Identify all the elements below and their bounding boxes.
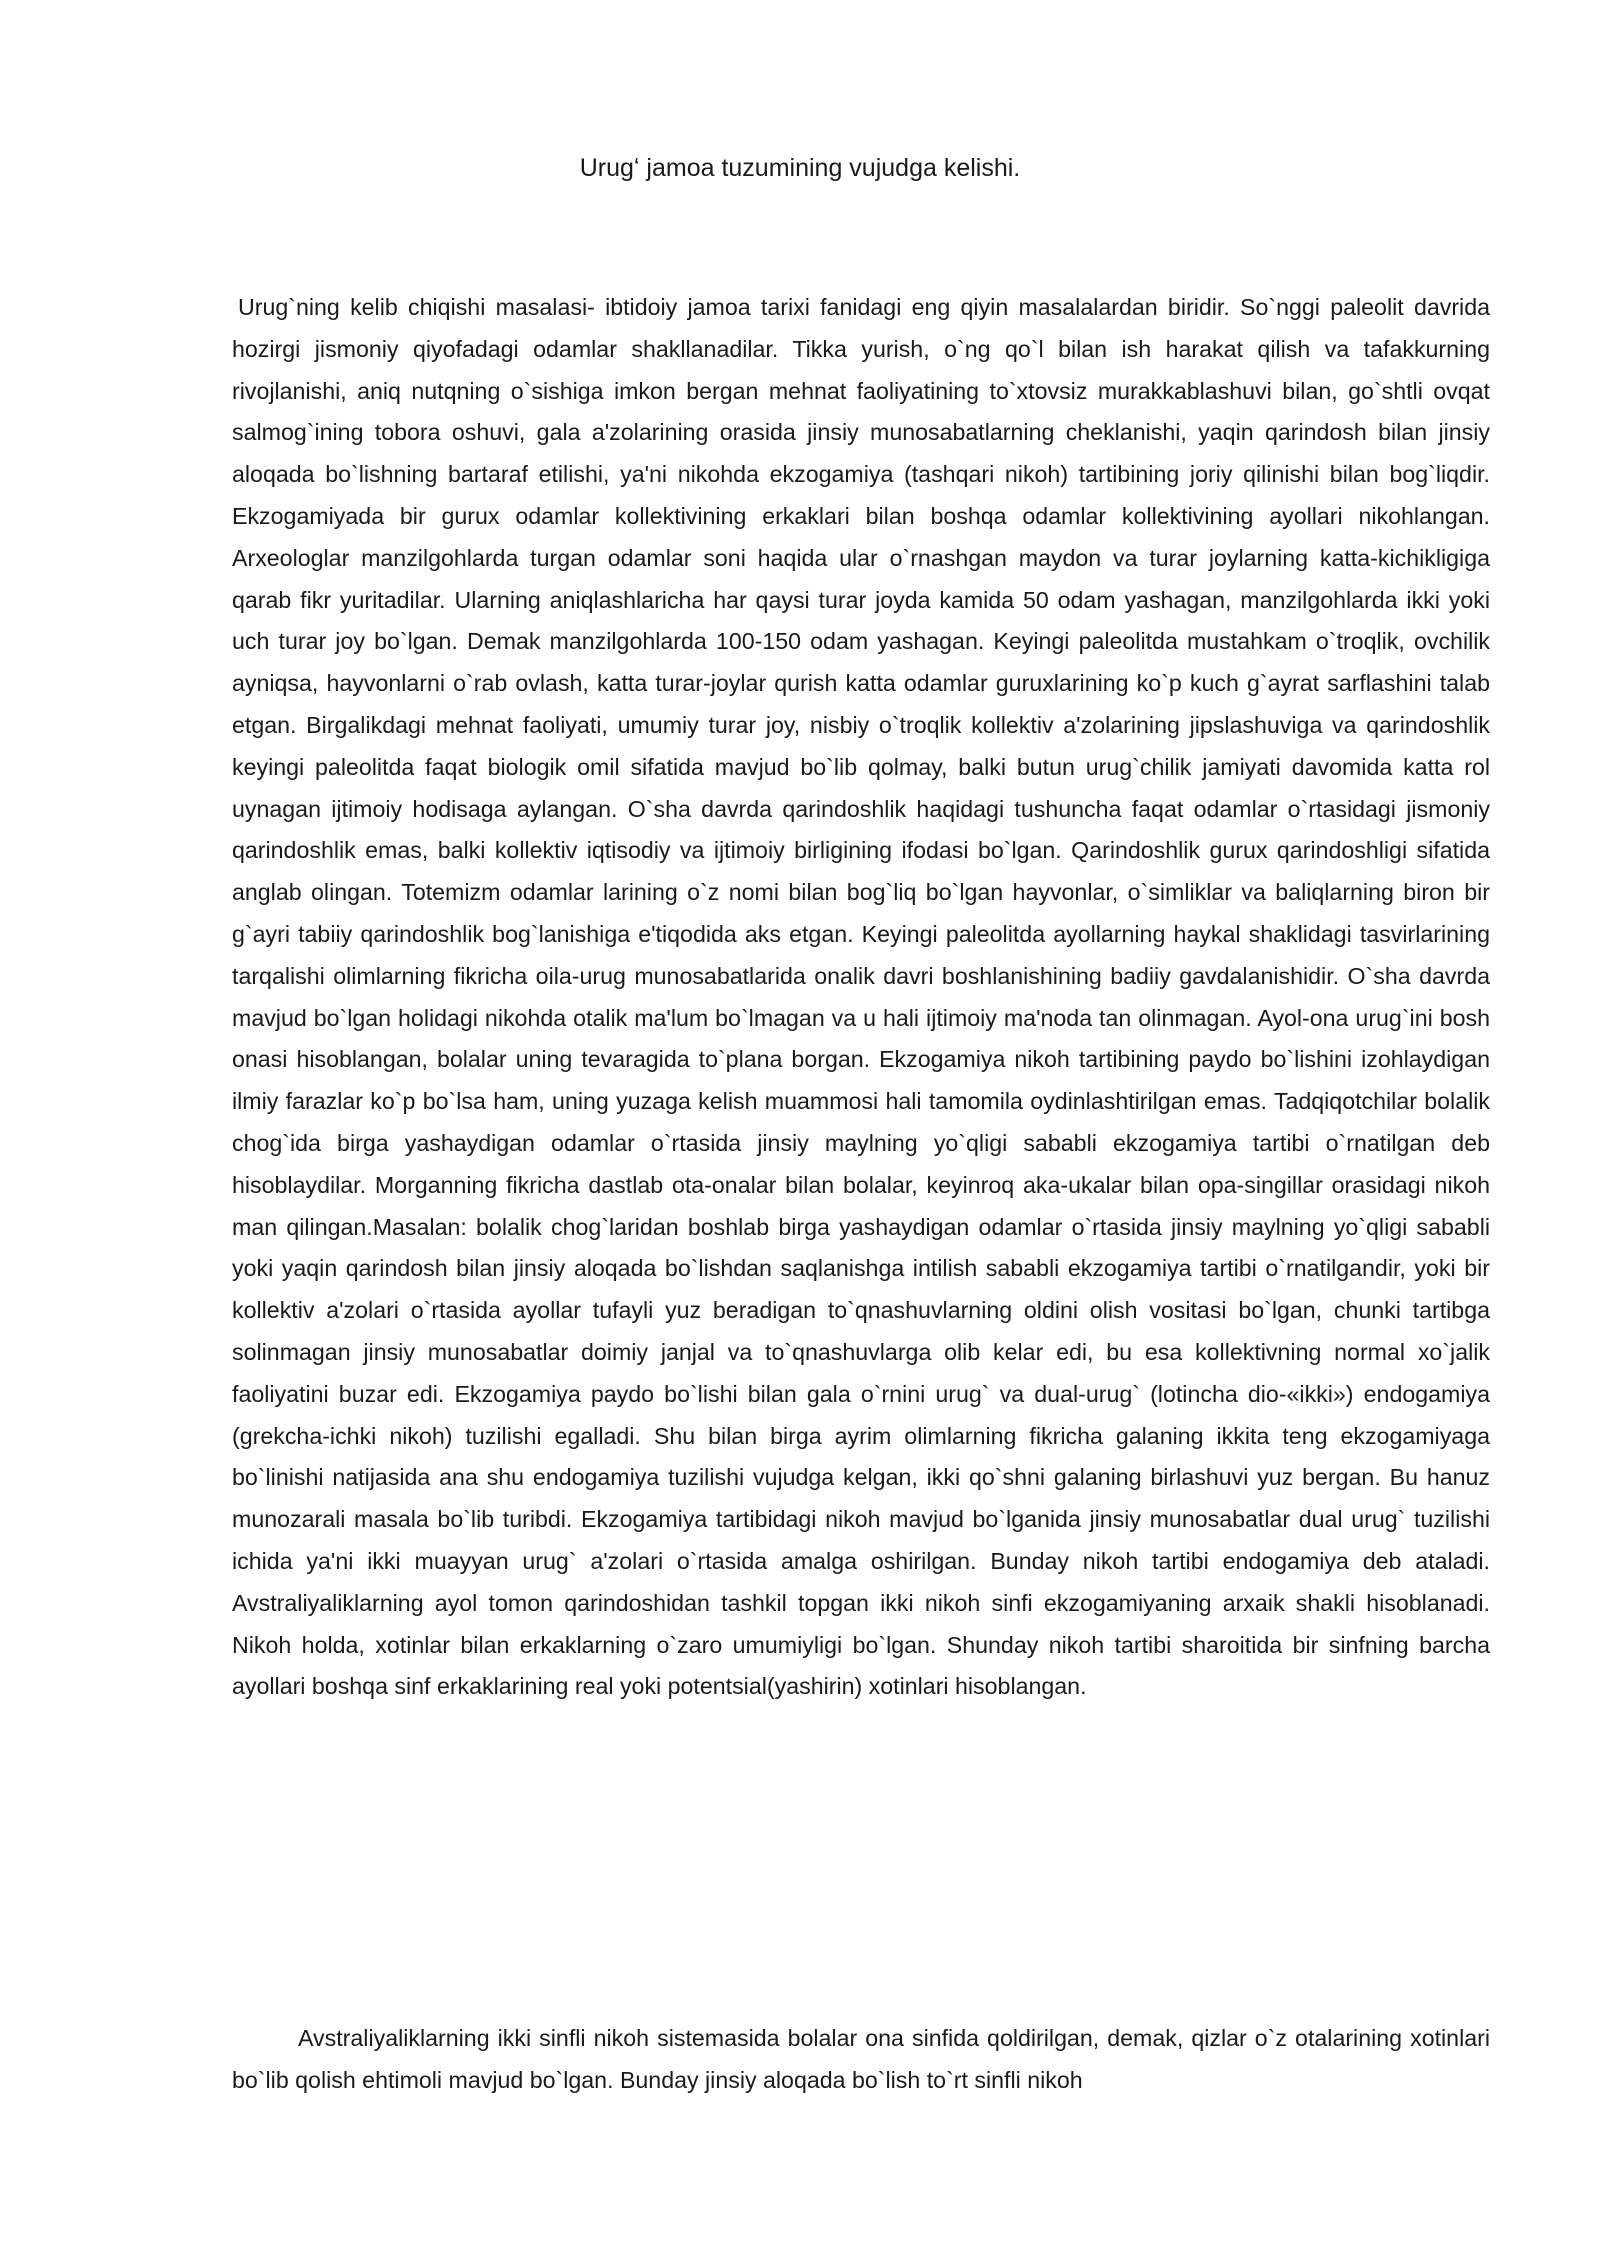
paragraph-main: Urug`ning kelib chiqishi masalasi- ibtidoiy jamoa tarixi fanidagi eng qiyin masalalardan biridir. So`nggi paleolit davrida hozirgi jismoniy qiyofadagi odamlar shakllanadilar. Tikka yurish, o`ng qo`l bilan ish harakat qilish va tafakkurning rivojlanishi, aniq nutqning o`sishiga imkon bergan mehnat faoliyatining to`xtovsiz murakkablashuvi bilan, go`shtli ovqat salmog`ining tobora oshuvi, gala a'zolarining orasida jinsiy munosabatlarning cheklanishi, yaqin qarindosh bilan jinsiy aloqada bo`lishning bartaraf etilishi, ya'ni nikohda ekzogamiya (tashqari nikoh) tartibining joriy qilinishi bilan bog`liqdir. Ekzogamiyada bir gurux odamlar kollektivining erkaklari bilan boshqa odamlar kollektivining ayollari nikohlangan. Arxeologlar manzilgohlarda turgan odamlar soni haqida ular o`rnashgan maydon va turar joylarning katta-kichikligiga qarab fikr yuritadilar. Ularning aniqlashlaricha har qaysi turar joyda kamida 50 odam yashagan, manzilgohlarda ikki yoki uch turar joy bo`lgan. Demak manzilgohlarda 100-150 odam yashagan. Keyingi paleolitda mustahkam o`troqlik, ovchilik ayniqsa, hayvonlarni o`rab ovlash, katta turar-joylar qurish katta odamlar guruxlarining ko`p kuch g`ayrat sarflashini talab etgan. Birgalikdagi mehnat faoliyati, umumiy turar joy, nisbiy o`troqlik kollektiv a'zolarining jipslashuviga va qarindoshlik keyingi paleolitda faqat biologik omil sifatida mavjud bo`lib qolmay, balki butun urug`chilik jamiyati davomida katta rol uynagan ijtimoiy hodisaga aylangan. O`sha davrda qarindoshlik haqidagi tushuncha faqat odamlar o`rtasidagi jismoniy qarindoshlik emas, balki kollektiv iqtisodiy va ijtimoiy birligining ifodasi bo`lgan. Qarindoshlik gurux qarindoshligi sifatida anglab olingan. Totemizm odamlar larining o`z nomi bilan bog`liq bo`lgan hayvonlar, o`simliklar va baliqlarning biron bir g`ayri tabiiy qarindoshlik bog`lanishiga e'tiqodida aks etgan. Keyingi paleolitda ayollarning haykal shaklidagi tasvirlarining tarqalishi olimlarning fikricha oila-urug munosabatlarida onalik davri boshlanishining badiiy gavdalanishidir. O`sha davrda mavjud bo`lgan holidagi nikohda otalik ma'lum bo`lmagan va u hali ijtimoiy ma'noda tan olinmagan. Ayol-ona urug`ini bosh onasi hisoblangan, bolalar uning tevaragida to`plana borgan. Ekzogamiya nikoh tartibining paydo bo`lishini izohlaydigan ilmiy farazlar ko`p bo`lsa ham, uning yuzaga kelish muammosi hali tamomila oydinlashtirilgan emas. Tadqiqotchilar bolalik chog`ida birga yashaydigan odamlar o`rtasida jinsiy maylning yo`qligi sababli ekzogamiya tartibi o`rnatilgan deb hisoblaydilar. Morganning fikricha dastlab ota-onalar bilan bolalar, keyinroq aka-ukalar bilan opa-singillar orasidagi nikoh man qilingan.Masalan: bolalik chog`laridan boshlab birga yashaydigan odamlar o`rtasida jinsiy maylning yo`qligi sababli yoki yaqin qarindosh bilan jinsiy aloqada bo`lishdan saqlanishga intilish sababli ekzogamiya tartibi o`rnatilgandir, yoki bir kollektiv a'zolari o`rtasida ayollar tufayli yuz beradigan to`qnashuvlarning oldini olish vositasi bo`lgan, chunki tartibga solinmagan jinsiy munosabatlar doimiy janjal va to`qnashuvlarga olib kelar edi, bu esa kollektivning normal xo`jalik faoliyatini buzar edi. Ekzogamiya paydo bo`lishi bilan gala o`rnini urug` va dual-urug` (lotincha dio-«ikki») endogamiya (grekcha-ichki nikoh) tuzilishi egalladi. Shu bilan birga ayrim olimlarning fikricha galaning ikkita teng ekzogamiyaga bo`linishi natijasida ana shu endogamiya tuzilishi vujudga kelgan, ikki qo`shni galaning birlashuvi yuz bergan. Bu hanuz munozarali masala bo`lib turibdi. Ekzogamiya tartibidagi nikoh mavjud bo`lganida jinsiy munosabatlar dual urug` tuzilishi ichida ya'ni ikki muayyan urug` a'zolari o`rtasida amalga oshirilgan. Bunday nikoh tartibi endogamiya deb ataladi. Avstraliyaliklarning ayol tomon qarindoshidan tashkil topgan ikki nikoh sinfi ekzogamiyaning arxaik shakli hisoblanadi. Nikoh holda, xotinlar bilan erkaklarning o`zaro umumiyligi bo`lgan. Shunday nikoh tartibi sharoitida bir sinfning barcha ayollari boshqa sinf erkaklarining real yoki potentsial(yashirin) xotinlari hisoblangan. [232,294,1490,1700]
paragraph-continuation: Avstraliyaliklarning ikki sinfli nikoh sistemasida bolalar ona sinfida qoldirilgan, demak, qizlar o`z otalarining xotinlari bo`lib qolish ehtimoli mavjud bo`lgan. Bunday jinsiy aloqada bo`lish to`rt sinfli nikoh [232,2025,1490,2093]
document-title: Urugʻ jamoa tuzumining vujudga kelishi. [579,154,1021,182]
